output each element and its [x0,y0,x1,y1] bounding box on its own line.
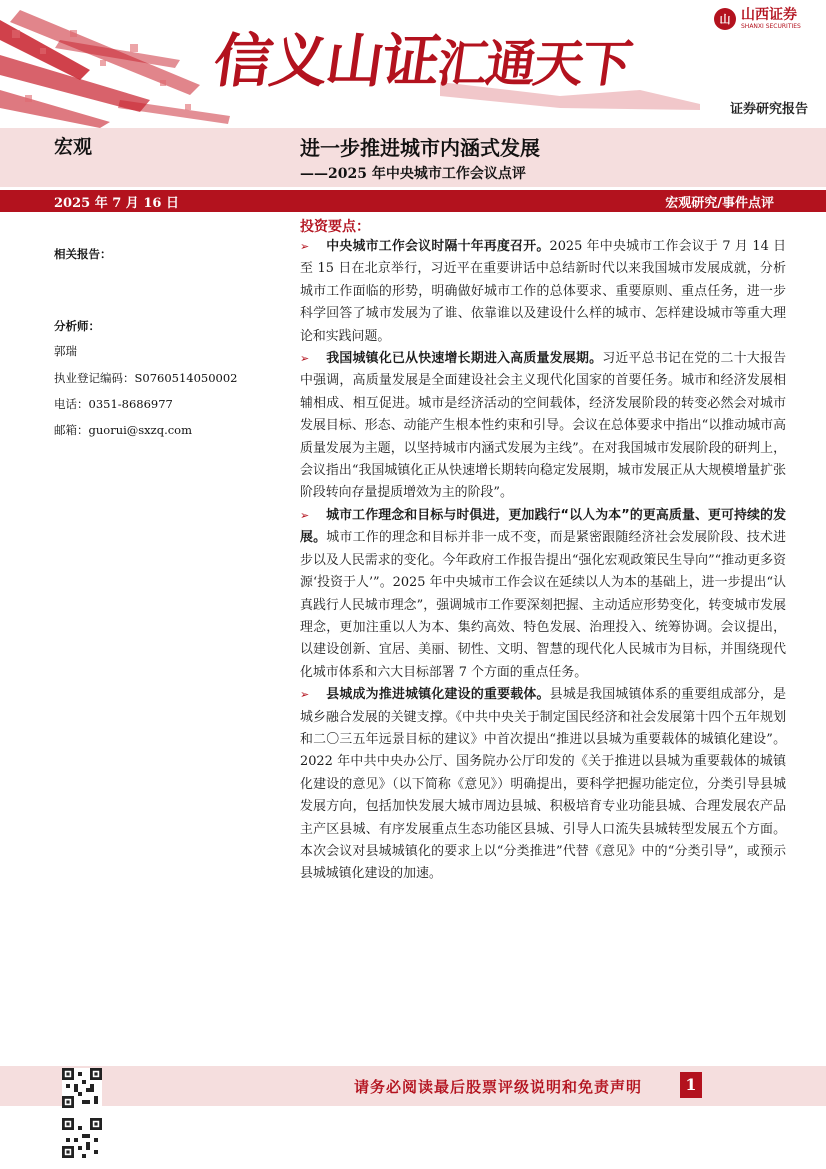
report-column: 宏观研究/事件点评 [665,196,774,211]
analyst-phone: 电话：0351-8686977 [54,397,173,411]
slogan: 信义山证汇通天下 [209,27,634,95]
date-bar [0,190,826,212]
report-category: 宏观 [54,136,93,158]
report-subtitle: ——2025 年中央城市工作会议点评 [300,166,526,182]
point-lead: 县城成为推进城镇化建设的重要载体。 [326,687,550,703]
related-reports-label: 相关报告： [54,247,112,261]
point-lead: 中央城市工作会议时隔十年再度召开。 [326,239,550,254]
qr-code-icon [62,1068,102,1108]
point-3 [300,505,786,684]
point-1 [300,236,786,348]
analyst-email[interactable]: 邮箱：guorui@sxzq.com [54,423,193,437]
report-date: 2025 年 7 月 16 日 [54,196,179,211]
point-lead: 城市工作理念和目标与时俱进，更加践行“以人为本”的更高质量、更可持续的发展。 [300,507,786,546]
point-body: 县城是我国城镇体系的重要组成部分，是城乡融合发展的关键支撑。《中共中央关于制定国民经济和社会发展第十四个五年规划和二〇三五年远景目标的建议》中首次提出“推进以县城为重要载体的城镇化建设”。2022 年中共中央办公厅、国务院办公厅印发的《关于推进以县城为重要载体的城镇化建设的意见》（以下简称《意见》）明确提出，要科学把握功能定位，分类引导县城发展方向，包括加快发展大城市周边县城、积极培育专业功能县城、合理发展农产品主产区县城、有序发展重点生态功能区县城、引导人口流失县城转型发展五个方面。本次会议对县城城镇化的要求上以“分类推进”代替《意见》中的“分类引导”，或预示县城城镇化建设的加速。 [300,687,787,882]
logo-name: 山西证券 [741,7,797,23]
analyst-registration: 执业登记编码：S0760514050002 [54,371,238,385]
report-type: 证券研究报告 [729,102,808,117]
company-logo [714,8,801,30]
header-banner [0,0,826,128]
point-body: 城市工作的理念和目标并非一成不变，而是紧密跟随经济社会发展阶段、技术进步以及人民需求的变化。今年政府工作报告提出“强化宏观政策民生导向”“推动更多资源‘投资于人’”。2025 年中央城市工作会议在延续以人为本的基础上，进一步提出“认真践行人民城市理念”，强调城市工作要深刻把握、主动适应形势变化，转变城市发展理念，更加注重以人为本、集约高效、特色发展、治理投入、统筹协调。会议提出，以建设创新、宜居、美丽、韧性、文明、智慧的现代化人民城市为目标，并围绕现代化城市体系和六大目标部署 7 个方面的重点任务。 [300,530,787,680]
qr-code-icon [62,1118,102,1158]
point-body: 习近平总书记在党的二十大报告中强调，高质量发展是全面建设社会主义现代化国家的首要任务。城市和经济发展相辅相成、相互促进。城市是经济活动的空间载体，经济发展阶段的转变必然会对城市发展目标、形态、动能产生根本性约束和引导。会议在总体要求中指出“以推动城市高质量发展为主题，以坚持城市内涵式发展为主线”。在对我国城市发展阶段的研判上，会议指出“我国城镇化正从快速增长期转向稳定发展期，城市发展正从大规模增量扩张阶段转向存量提质增效为主的阶段”。 [300,351,787,501]
point-lead: 我国城镇化已从快速增长期进入高质量发展期。 [326,351,603,367]
logo-english-name: SHANXI SECURITIES [741,23,801,30]
investment-points [300,236,786,886]
section-title: 投资要点： [300,219,370,235]
bullet-arrow-icon: ➢ [300,352,310,366]
report-title: 进一步推进城市内涵式发展 [300,136,540,160]
point-body: 2025 年中央城市工作会议于 7 月 14 日至 15 日在北京举行，习近平在重要讲话中总结新时代以来我国城市发展成就，分析城市工作面临的形势，明确做好城市工作的总体要求、重要原则、重点任务，进一步科学回答了城市发展为了谁、依靠谁以及建设什么样的城市、怎样建设城市等重大理论和实践问题。 [300,239,787,344]
point-4 [300,684,786,886]
analyst-label: 分析师： [54,319,100,333]
bullet-arrow-icon: ➢ [300,688,310,702]
logo-mark-icon: 山 [714,8,736,30]
bullet-arrow-icon: ➢ [300,508,310,522]
analyst-name: 郭瑞 [54,344,77,358]
page-number: 1 [680,1072,702,1098]
bullet-arrow-icon: ➢ [300,240,310,253]
point-2 [300,348,786,505]
disclaimer-notice[interactable]: 请务必阅读最后股票评级说明和免责声明 [354,1078,643,1096]
